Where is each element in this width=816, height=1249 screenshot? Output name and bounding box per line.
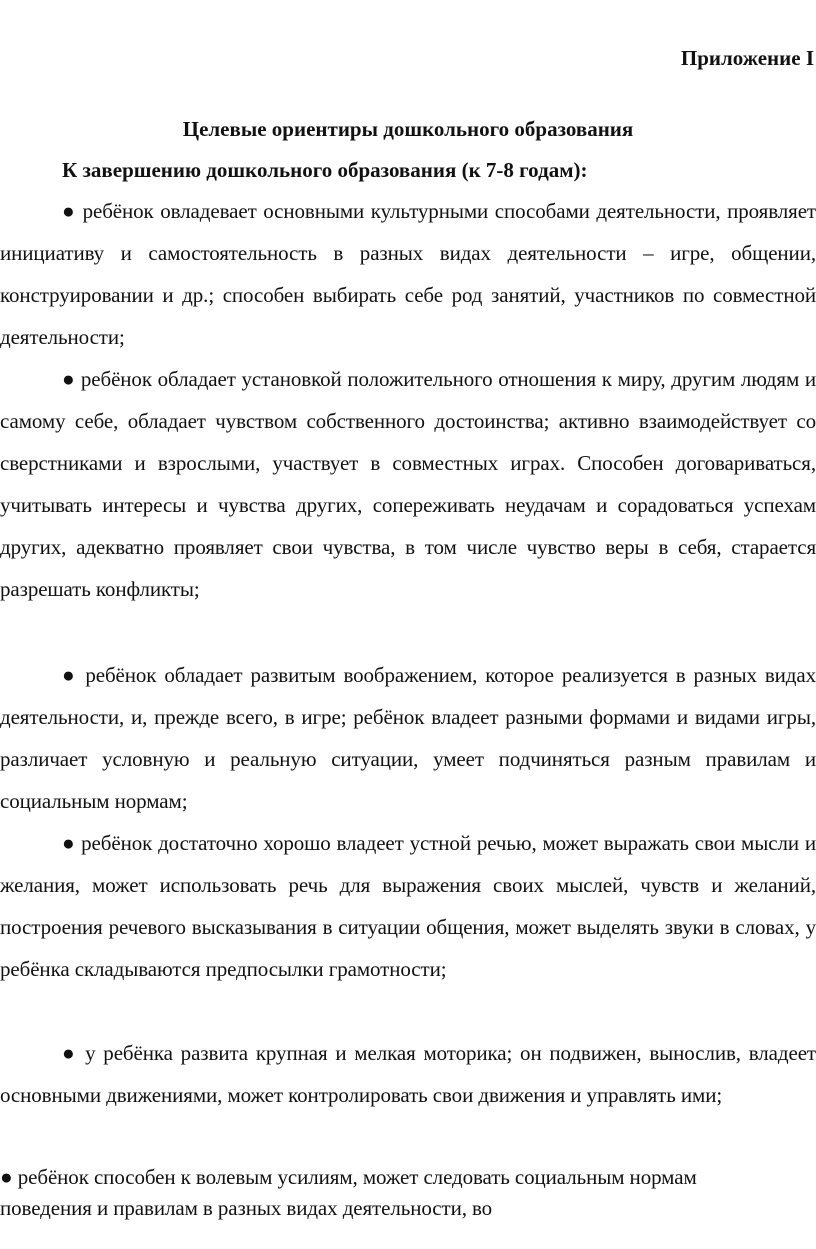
bullet-icon: ●: [62, 367, 76, 391]
list-item-text: ребёнок овладевает основными культурными способами деятельности, проявляет инициативу и самостоятельность в разных видах деятельности – игре, общении, конструировании и др.; способен выбирать себе род занятий, участников по совместной деятельности;: [0, 199, 816, 349]
list-item: [0, 358, 816, 610]
list-item: [0, 1032, 816, 1116]
bullet-icon: ●: [62, 199, 77, 223]
page-title: Целевые ориентиры дошкольного образования: [182, 117, 634, 141]
list-item-text: ребёнок достаточно хорошо владеет устной речью, может выражать свои мысли и желания, может использовать речь для выражения своих мыслей, чувств и желаний, построения речевого высказывания в ситуации общения, может выделять звуки в словах, у ребёнка складываются предпосылки грамотности;: [0, 831, 816, 981]
list-item-text: ребёнок способен к волевым усилиям, может следовать социальным нормам поведения и правилам в разных видах деятельности, во: [0, 1165, 697, 1220]
list-item-text: ребёнок обладает развитым воображением, которое реализуется в разных видах деятельности, и, прежде всего, в игре; ребёнок владеет разными формами и видами игры, различает условную и реальную ситуации, умеет подчиняться разным правилам и социальным нормам;: [0, 663, 816, 813]
list-item: [0, 1162, 760, 1224]
bullet-icon: ●: [62, 663, 78, 687]
bullet-icon: ●: [0, 1165, 13, 1189]
bullet-icon: ●: [62, 1041, 78, 1065]
bullet-icon: ●: [62, 831, 76, 855]
list-item: [0, 822, 816, 990]
list-item-text: ребёнок обладает установкой положительного отношения к миру, другим людям и самому себе, обладает чувством собственного достоинства; активно взаимодействует со сверстниками и взрослыми, участвует в совместных играх. Способен договариваться, учитывать интересы и чувства других, сопереживать неудачам и сорадоваться успехам других, адекватно проявляет свои чувства, в том числе чувство веры в себя, старается разрешать конфликты;: [0, 367, 816, 601]
list-item-text: у ребёнка развита крупная и мелкая моторика; он подвижен, вынослив, владеет основными движениями, может контролировать свои движения и управлять ими;: [0, 1041, 816, 1107]
list-item: [0, 190, 816, 358]
section-subtitle: К завершению дошкольного образования (к 7-8 годам):: [62, 158, 588, 182]
list-item: [0, 654, 816, 822]
appendix-label: Приложение I: [680, 46, 814, 70]
